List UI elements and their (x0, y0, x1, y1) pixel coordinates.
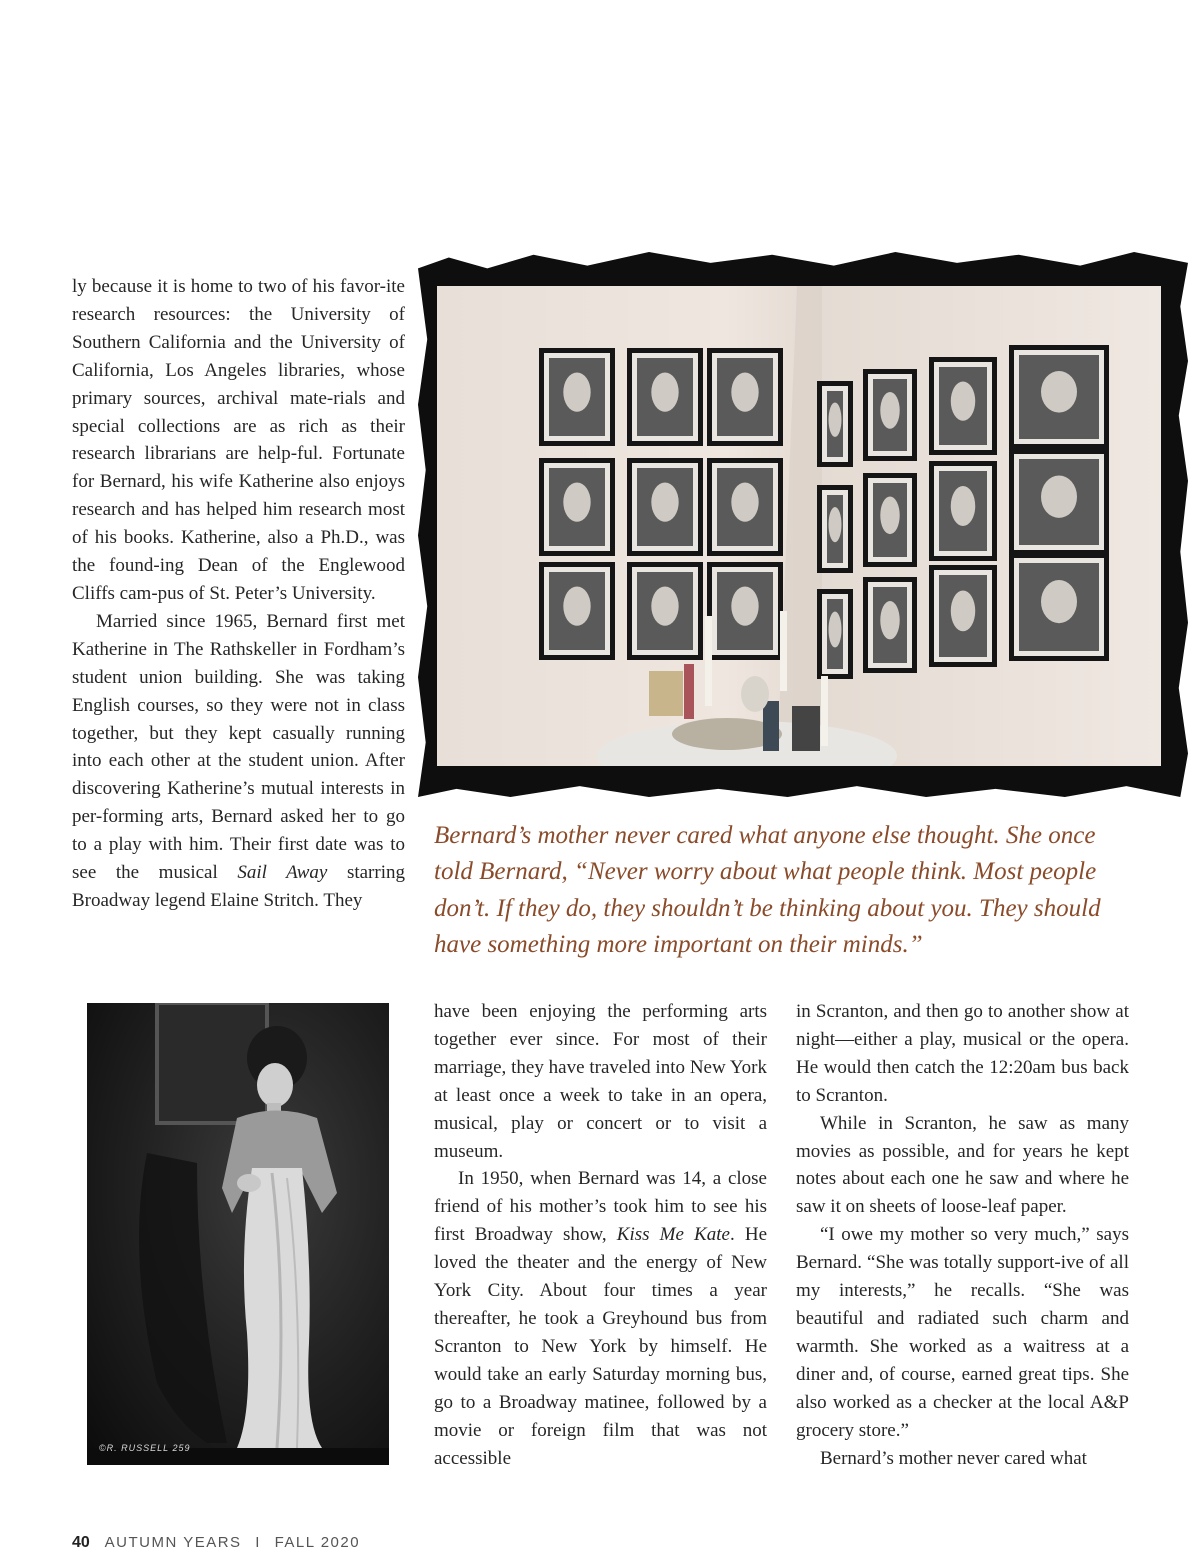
portrait-face (1041, 476, 1077, 518)
article-column-1 (72, 273, 405, 915)
portrait-face (651, 483, 678, 522)
photo-caption: Bernard’s mother never cared what anyone else thought. She once told Bernard, “Never worry about what people think. Most people don’t. If they do, they shouldn’t be thinking about you. They should have something more important on their minds.” (434, 822, 1101, 958)
portrait-face (563, 483, 590, 522)
paragraph: “I owe my mother so very much,” says Bernard. “She was totally support-ive of all my interests,” he recalls. “She was beautiful and radiated such charm and warmth. She worked as a waitress at a diner and, of course, earned great tips. She also worked as a checker at the local A&P grocery store.” (796, 1224, 1129, 1441)
portrait-face (829, 507, 842, 542)
portrait-face (563, 587, 590, 626)
portrait-face (951, 382, 975, 421)
show-title: Kiss Me Kate (616, 1224, 730, 1246)
page-footer (72, 1534, 360, 1552)
text-run: . He loved the theater and the energy of New York City. About four times a year thereafter, he took a Greyhound bus from Scranton to New York by himself. He would take an early Saturday morning bus, go to a Broadway matinee, followed by a movie or foreign film that was not accessible (434, 1224, 768, 1469)
actress-portrait-image (87, 1003, 389, 1465)
paragraph: in Scranton, and then go to another show at night—either a play, musical or the opera. He would then catch the 12:20am bus back to Scranton. (796, 1001, 1129, 1106)
portrait-face (1041, 371, 1077, 413)
text-run: Married since 1965, Bernard first met Katherine in The Rathskeller in Fordham’s student union building. She was taking English courses, so they were not in class together, but they kept casually running into each other at the student union. After discovering Katherine’s mutual interests in per-forming arts, Bernard asked her to go to a play with him. Their first date was to see the musical (72, 610, 405, 884)
portrait-face (731, 587, 758, 626)
text-run: starring Broadway legend Elaine Stritch. They (72, 862, 405, 911)
framed-photos-wall-image (437, 286, 1161, 766)
article-column-2 (434, 998, 767, 1472)
paragraph (434, 1165, 767, 1472)
footer-separator: I (255, 1534, 261, 1551)
portrait-face (829, 403, 842, 437)
issue-date: FALL 2020 (274, 1534, 361, 1551)
portrait-face (563, 373, 590, 412)
portrait-face (951, 486, 975, 526)
portrait-face (651, 373, 678, 412)
publication-name: AUTUMN YEARS (104, 1534, 242, 1551)
photo-signature: ©R. RUSSELL 259 (99, 1443, 191, 1453)
portrait-face (880, 392, 899, 429)
portrait-face (651, 587, 678, 626)
page-number: 40 (72, 1534, 90, 1551)
paragraph: While in Scranton, he saw as many movies as possible, and for years he kept notes about each one he saw and where he saw it on sheets of loose-leaf paper. (796, 1112, 1129, 1218)
paragraph: Bernard’s mother never cared what (820, 1447, 1087, 1469)
portrait-face (731, 373, 758, 412)
paragraph (72, 608, 405, 915)
paragraph: ly because it is home to two of his favor-ite research resources: the University of Southern California and the University of California, Los Angeles libraries, whose primary sources, archival mate-rials and special collections are as rich as their research librarians are help-ful. Fortunate for Bernard, his wife Katherine also enjoys research and has helped him research most of his books. Katherine, also a Ph.D., was the found-ing Dean of the Englewood Cliffs cam-pus of St. Peter’s University. (72, 276, 405, 604)
portrait-face (880, 601, 899, 639)
portrait-face (880, 497, 899, 535)
portrait-face (951, 591, 975, 632)
text-run: In 1950, when Bernard was 14, a close friend of his mother’s took him to see his first Broadway show, (434, 1168, 767, 1246)
portrait-face (1041, 580, 1077, 623)
article-column-3 (796, 998, 1129, 1472)
portrait-face (829, 612, 842, 648)
show-title: Sail Away (237, 862, 328, 884)
portrait-face (731, 483, 758, 522)
paragraph: have been enjoying the performing arts together ever since. For most of their marriage, they have traveled into New York at least once a week to take in an opera, musical, play or concert or to visit a museum. (434, 1001, 767, 1162)
